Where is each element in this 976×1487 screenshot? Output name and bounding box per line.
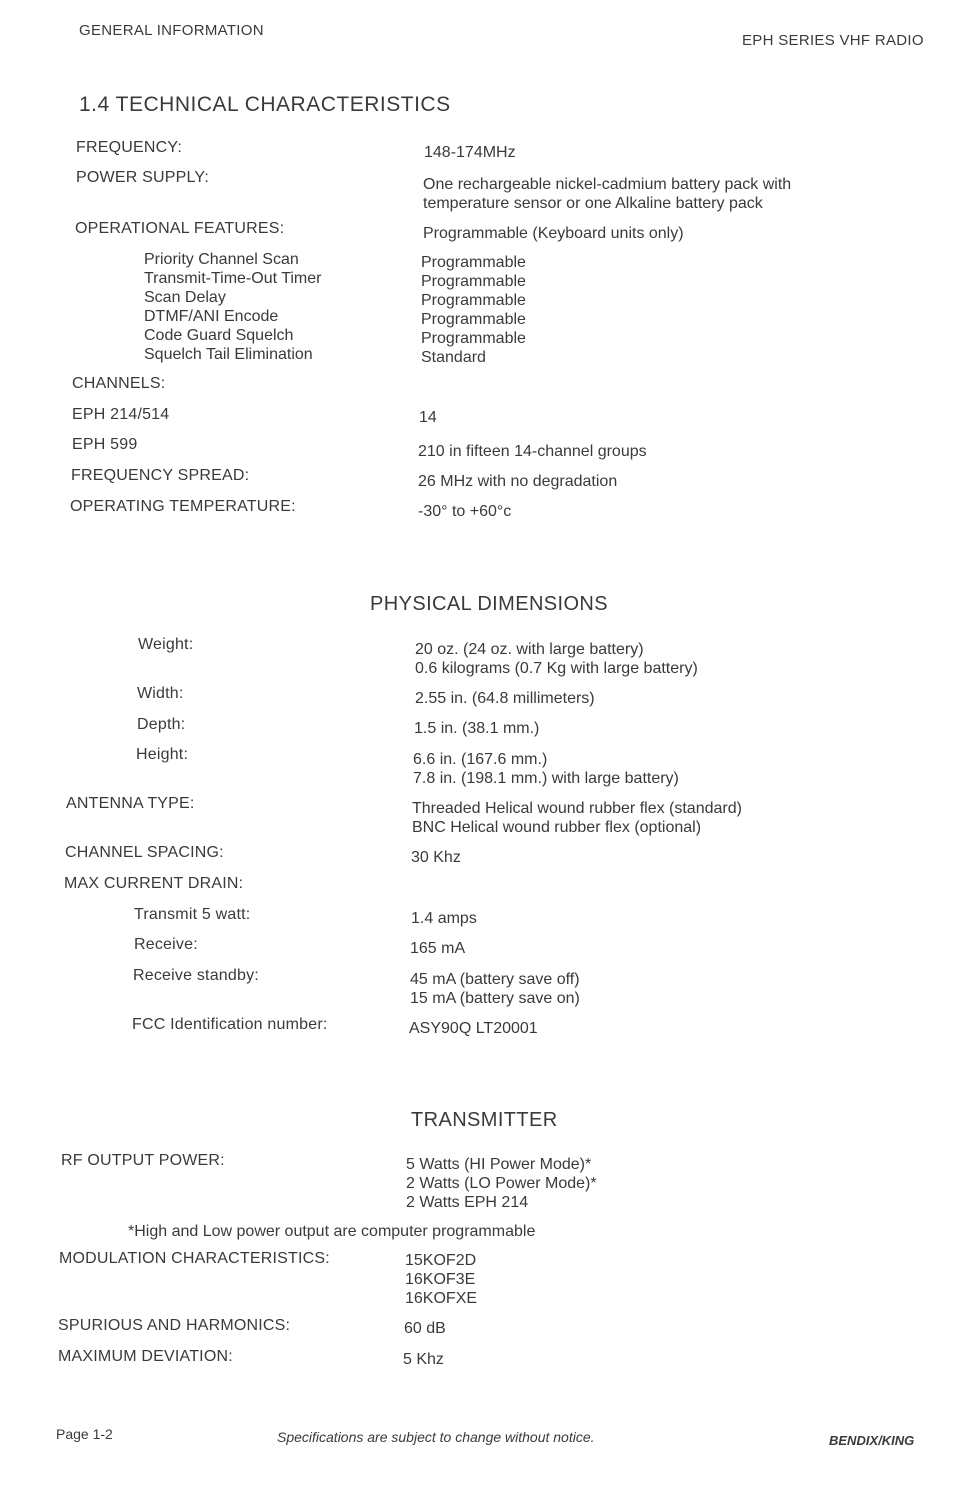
physical-heading: PHYSICAL DIMENSIONS bbox=[370, 593, 609, 615]
brand-name: BENDIX/KING bbox=[829, 1433, 915, 1448]
modulation-line-1: 15KOF2D bbox=[405, 1252, 477, 1269]
header-right: EPH SERIES VHF RADIO bbox=[742, 32, 924, 49]
height-label: Height: bbox=[136, 746, 189, 763]
frequency-spread-label: FREQUENCY SPREAD: bbox=[71, 467, 250, 484]
spurious-value: 60 dB bbox=[404, 1320, 446, 1337]
receive-label: Receive: bbox=[134, 936, 198, 953]
rf-output-label: RF OUTPUT POWER: bbox=[61, 1152, 225, 1169]
operating-temp-label: OPERATING TEMPERATURE: bbox=[70, 498, 296, 515]
deviation-label: MAXIMUM DEVIATION: bbox=[58, 1348, 233, 1365]
features-label: OPERATIONAL FEATURES: bbox=[75, 220, 285, 237]
antenna-line-2: BNC Helical wound rubber flex (optional) bbox=[412, 819, 702, 836]
height-line-1: 6.6 in. (167.6 mm.) bbox=[413, 751, 548, 768]
feature-values bbox=[421, 253, 526, 367]
feature-name: Priority Channel Scan bbox=[144, 251, 299, 268]
rf-output-line-2: 2 Watts (LO Power Mode)* bbox=[406, 1175, 597, 1192]
modulation-label: MODULATION CHARACTERISTICS: bbox=[59, 1250, 330, 1267]
fcc-label: FCC Identification number: bbox=[132, 1016, 328, 1033]
feature-value: Programmable bbox=[421, 311, 526, 328]
eph599-value: 210 in fifteen 14-channel groups bbox=[418, 443, 647, 460]
width-label: Width: bbox=[137, 685, 184, 702]
channel-spacing-value: 30 Khz bbox=[411, 849, 461, 866]
frequency-spread-value: 26 MHz with no degradation bbox=[418, 473, 618, 490]
weight-label: Weight: bbox=[138, 636, 194, 653]
transmitter-heading: TRANSMITTER bbox=[411, 1109, 558, 1131]
feature-value: Standard bbox=[421, 349, 486, 366]
feature-value: Programmable bbox=[421, 273, 526, 290]
eph214-label: EPH 214/514 bbox=[72, 406, 170, 423]
operating-temp-value: -30° to +60°c bbox=[418, 503, 512, 520]
depth-label: Depth: bbox=[137, 716, 186, 733]
frequency-value: 148-174MHz bbox=[424, 144, 516, 161]
channels-label: CHANNELS: bbox=[72, 375, 166, 392]
feature-value: Programmable bbox=[421, 330, 526, 347]
standby-value bbox=[410, 970, 580, 1008]
spurious-label: SPURIOUS AND HARMONICS: bbox=[58, 1317, 291, 1334]
modulation-line-3: 16KOFXE bbox=[405, 1290, 478, 1307]
height-line-2: 7.8 in. (198.1 mm.) with large battery) bbox=[413, 770, 679, 787]
eph599-label: EPH 599 bbox=[72, 436, 138, 453]
antenna-line-1: Threaded Helical wound rubber flex (standard) bbox=[412, 800, 742, 817]
rf-output-line-3: 2 Watts EPH 214 bbox=[406, 1194, 529, 1211]
header-left: GENERAL INFORMATION bbox=[79, 22, 264, 39]
deviation-value: 5 Khz bbox=[403, 1351, 444, 1368]
power-supply-line-2: temperature sensor or one Alkaline battery pack bbox=[423, 195, 763, 212]
frequency-label: FREQUENCY: bbox=[76, 139, 183, 156]
standby-line-1: 45 mA (battery save off) bbox=[410, 971, 580, 988]
feature-name: Code Guard Squelch bbox=[144, 327, 294, 344]
feature-value: Programmable bbox=[421, 292, 526, 309]
feature-name: Squelch Tail Elimination bbox=[144, 346, 313, 363]
channel-spacing-label: CHANNEL SPACING: bbox=[65, 844, 224, 861]
feature-name: Transmit-Time-Out Timer bbox=[144, 270, 322, 287]
rf-output-line-1: 5 Watts (HI Power Mode)* bbox=[406, 1156, 592, 1173]
receive-value: 165 mA bbox=[410, 940, 466, 957]
antenna-value bbox=[412, 799, 742, 837]
footer-notice: Specifications are subject to change without notice. bbox=[277, 1429, 595, 1445]
standby-label: Receive standby: bbox=[133, 967, 259, 984]
page-title: 1.4 TECHNICAL CHARACTERISTICS bbox=[79, 93, 451, 116]
page-number: Page 1-2 bbox=[56, 1426, 113, 1442]
eph214-value: 14 bbox=[419, 409, 437, 426]
max-drain-label: MAX CURRENT DRAIN: bbox=[64, 875, 244, 892]
feature-name: Scan Delay bbox=[144, 289, 226, 306]
weight-line-2: 0.6 kilograms (0.7 Kg with large battery) bbox=[415, 660, 698, 677]
power-supply-label: POWER SUPPLY: bbox=[76, 169, 210, 186]
power-supply-line-1: One rechargeable nickel-cadmium battery pack with bbox=[423, 176, 792, 193]
transmit-label: Transmit 5 watt: bbox=[134, 906, 251, 923]
power-supply-value bbox=[423, 175, 791, 213]
feature-names bbox=[144, 250, 321, 364]
transmit-value: 1.4 amps bbox=[411, 910, 477, 927]
standby-line-2: 15 mA (battery save on) bbox=[410, 990, 580, 1007]
rf-output-value bbox=[406, 1155, 597, 1212]
height-value bbox=[413, 750, 679, 788]
depth-value: 1.5 in. (38.1 mm.) bbox=[414, 720, 540, 737]
antenna-label: ANTENNA TYPE: bbox=[66, 795, 195, 812]
fcc-value: ASY90Q LT20001 bbox=[409, 1020, 538, 1037]
weight-value bbox=[415, 640, 698, 678]
features-value: Programmable (Keyboard units only) bbox=[423, 225, 684, 242]
feature-name: DTMF/ANI Encode bbox=[144, 308, 279, 325]
width-value: 2.55 in. (64.8 millimeters) bbox=[415, 690, 595, 707]
modulation-line-2: 16KOF3E bbox=[405, 1271, 476, 1288]
modulation-value bbox=[405, 1251, 477, 1308]
feature-value: Programmable bbox=[421, 254, 526, 271]
power-note: *High and Low power output are computer programmable bbox=[128, 1223, 536, 1240]
weight-line-1: 20 oz. (24 oz. with large battery) bbox=[415, 641, 644, 658]
